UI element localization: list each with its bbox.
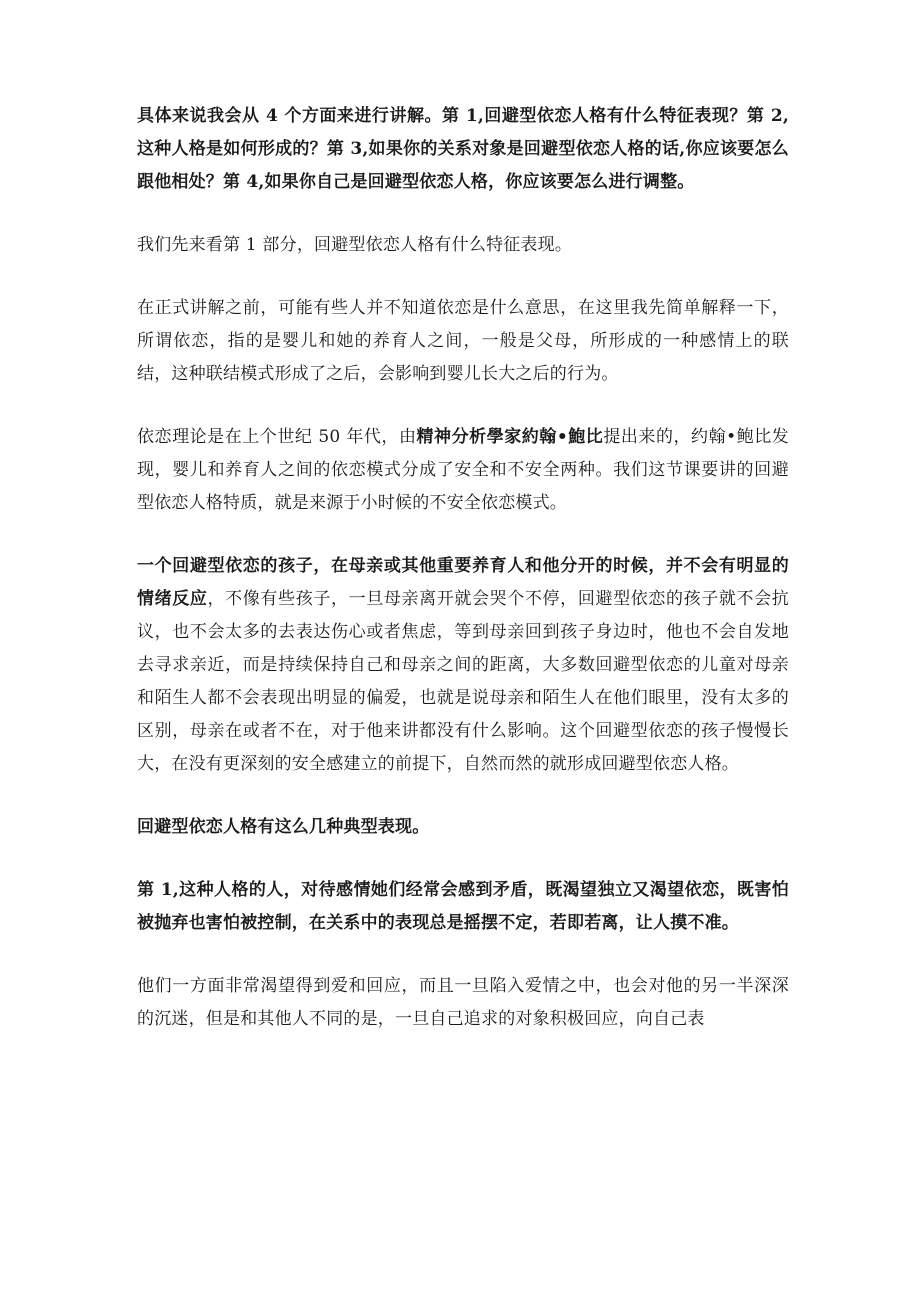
paragraph-text: 具体来说我会从 4 个方面来进行讲解。第 1,回避型依恋人格有什么特征表现？第 2,这种人格是如何形成的？第 3,如果你的关系对象是回避型依恋人格的话,你应该要怎么跟他相处？第 4,如果你自己是回避型依恋人格，你应该要怎么进行调整。	[137, 106, 789, 192]
paragraph-text: 提出来的，约翰•鲍比发现，婴儿和养育人之间的依恋模式分成了安全和不安全两种。我们这节课要讲的回避型依恋人格特质，就是来源于小时候的不安全依恋模式。	[137, 427, 789, 513]
bold-phrase: 精神分析學家約翰•鮑比	[416, 427, 604, 447]
paragraph-attachment-theory	[137, 421, 789, 520]
paragraph-text: 他们一方面非常渴望得到爱和回应，而且一旦陷入爱情之中，也会对他的另一半深深的沉迷，但是和其他人不同的是，一旦自己追求的对象积极回应，向自己表	[137, 976, 789, 1029]
paragraph-text: ，不像有些孩子，一旦母亲离开就会哭个不停，回避型依恋的孩子就不会抗议，也不会太多的去表达伤心或者焦虑，等到母亲回到孩子身边时，他也不会自发地去寻求亲近，而是持续保持自己和母亲之间的距离，大多数回避型依恋的儿童对母亲和陌生人都不会表现出明显的偏爱，也就是说母亲和陌生人在他们眼里，没有太多的区别，母亲在或者不在，对于他来讲都没有什么影响。这个回避型依恋的孩子慢慢长大，在没有更深刻的安全感建立的前提下，自然而然的就形成回避型依恋人格。	[137, 589, 789, 774]
paragraph-text: 第 1,这种人格的人，对待感情她们经常会感到矛盾，既渴望独立又渴望依恋，既害怕被抛弃也害怕被控制，在关系中的表现总是摇摆不定，若即若离，让人摸不准。	[137, 880, 789, 933]
paragraph-text: 在正式讲解之前，可能有些人并不知道依恋是什么意思，在这里我先简单解释一下，所谓依恋，指的是婴儿和她的养育人之间，一般是父母，所形成的一种感情上的联结，这种联结模式形成了之后，会影响到婴儿长大之后的行为。	[137, 298, 789, 384]
paragraph-attachment-definition	[137, 292, 789, 391]
paragraph-part1-heading	[137, 229, 789, 262]
paragraph-text: 依恋理论是在上个世纪 50 年代，由	[137, 427, 417, 447]
paragraph-avoidant-child	[137, 550, 789, 781]
document-page	[137, 100, 789, 1066]
paragraph-text: 我们先来看第 1 部分，回避型依恋人格有什么特征表现。	[137, 235, 573, 255]
paragraph-typical-traits-heading	[137, 811, 789, 844]
paragraph-text: 回避型依恋人格有这么几种典型表现。	[137, 817, 430, 837]
paragraph-trait-1-detail	[137, 970, 789, 1036]
bold-phrase: 一个回避型依恋的孩子，在母亲或其他重要养育人和他分开的时候，并不会有明显的情绪反应	[137, 556, 789, 609]
paragraph-intro-outline	[137, 100, 789, 199]
paragraph-trait-1	[137, 874, 789, 940]
